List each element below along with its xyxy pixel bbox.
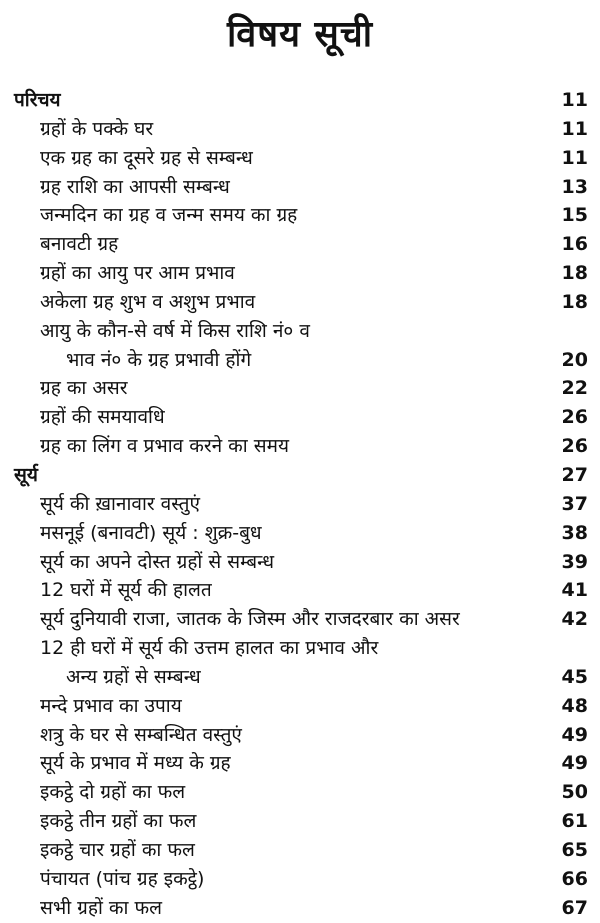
toc-entry [0, 692, 600, 721]
entry-title: एक ग्रह का दूसरे ग्रह से सम्बन्ध [40, 146, 253, 169]
page-number: 66 [561, 867, 588, 890]
entry-title: मसनूई (बनावटी) सूर्य : शुक्र-बुध [40, 521, 262, 544]
toc-entry [0, 519, 600, 548]
page-number: 18 [561, 290, 588, 313]
page-number: 48 [561, 694, 588, 717]
entry-title: सूर्य के प्रभाव में मध्य के ग्रह [40, 752, 231, 775]
toc-entry [0, 605, 600, 634]
toc-entry [0, 548, 600, 577]
entry-title: ग्रहों की समयावधि [40, 406, 165, 429]
page-number: 38 [561, 521, 588, 544]
toc-entry [0, 865, 600, 894]
entry-title: जन्मदिन का ग्रह व जन्म समय का ग्रह [40, 204, 298, 227]
page-number: 61 [561, 810, 588, 833]
page-number: 18 [561, 262, 588, 285]
page-number: 26 [561, 435, 588, 458]
entry-title: इकट्ठे चार ग्रहों का फल [40, 838, 195, 861]
entry-title: शत्रु के घर से सम्बन्धित वस्तुएं [40, 723, 242, 746]
page-title: विषय सूची [226, 14, 374, 55]
entry-title: ग्रह का लिंग व प्रभाव करने का समय [40, 435, 289, 458]
page-number: 11 [561, 117, 588, 140]
entry-title: बनावटी ग्रह [40, 233, 119, 256]
entry-title: पंचायत (पांच ग्रह इकट्ठे) [40, 867, 205, 890]
entry-title: सूर्य की ख़ानावार वस्तुएं [40, 492, 200, 515]
page-number: 49 [561, 752, 588, 775]
toc-section [0, 461, 600, 490]
page-number: 20 [561, 348, 588, 371]
toc-entry [0, 663, 600, 692]
page-number: 37 [561, 492, 588, 515]
entry-title: ग्रहों के पक्के घर [40, 117, 154, 140]
page-number: 49 [561, 723, 588, 746]
entry-title: 12 ही घरों में सूर्य की उत्तम हालत का प्रभाव और [40, 637, 379, 660]
entry-title: ग्रह का असर [40, 377, 128, 400]
toc-entry [0, 144, 600, 173]
toc-entry [0, 490, 600, 519]
toc-entry [0, 230, 600, 259]
page-number: 41 [561, 579, 588, 602]
page-number: 45 [561, 665, 588, 688]
toc-entry [0, 576, 600, 605]
toc-entry [0, 634, 600, 663]
entry-title: सूर्य का अपने दोस्त ग्रहों से सम्बन्ध [40, 550, 275, 573]
toc-entry [0, 749, 600, 778]
entry-title: सूर्य दुनियावी राजा, जातक के जिस्म और राजदरबार का असर [40, 608, 460, 631]
toc-entry [0, 115, 600, 144]
toc-entry [0, 374, 600, 403]
entry-title: ग्रहों का आयु पर आम प्रभाव [40, 262, 235, 285]
entry-title: ग्रह राशि का आपसी सम्बन्ध [40, 175, 230, 198]
page-number: 67 [561, 896, 588, 919]
table-of-contents [0, 86, 600, 922]
page-number: 42 [561, 608, 588, 631]
toc-entry [0, 807, 600, 836]
entry-title: सभी ग्रहों का फल [40, 896, 163, 919]
entry-title: 12 घरों में सूर्य की हालत [40, 579, 212, 602]
page-number: 13 [561, 175, 588, 198]
entry-title: इकट्ठे तीन ग्रहों का फल [40, 810, 197, 833]
entry-title: अन्य ग्रहों से सम्बन्ध [66, 665, 201, 688]
entry-title: परिचय [14, 89, 61, 111]
entry-title: इकट्ठे दो ग्रहों का फल [40, 781, 186, 804]
entry-title: अकेला ग्रह शुभ व अशुभ प्रभाव [40, 290, 256, 313]
page-number: 22 [561, 377, 588, 400]
toc-entry [0, 432, 600, 461]
toc-entry [0, 259, 600, 288]
entry-title: आयु के कौन-से वर्ष में किस राशि नं० व [40, 319, 310, 342]
toc-entry [0, 346, 600, 375]
toc-entry [0, 778, 600, 807]
page-number: 15 [561, 204, 588, 227]
toc-entry [0, 288, 600, 317]
page-number: 39 [561, 550, 588, 573]
toc-entry [0, 317, 600, 346]
page-number: 26 [561, 406, 588, 429]
page-number: 11 [561, 146, 588, 169]
toc-entry [0, 201, 600, 230]
page-number: 11 [561, 89, 588, 111]
toc-entry [0, 403, 600, 432]
entry-title: भाव नं० के ग्रह प्रभावी होंगे [66, 348, 252, 371]
toc-entry [0, 721, 600, 750]
page-number: 27 [561, 463, 588, 486]
entry-title: मन्दे प्रभाव का उपाय [40, 694, 182, 717]
page-number: 65 [561, 838, 588, 861]
entry-title: सूर्य [14, 463, 38, 486]
toc-entry [0, 836, 600, 865]
page-number: 50 [561, 781, 588, 804]
page-number: 16 [561, 233, 588, 256]
toc-entry [0, 894, 600, 923]
toc-section [0, 86, 600, 115]
toc-entry [0, 173, 600, 202]
